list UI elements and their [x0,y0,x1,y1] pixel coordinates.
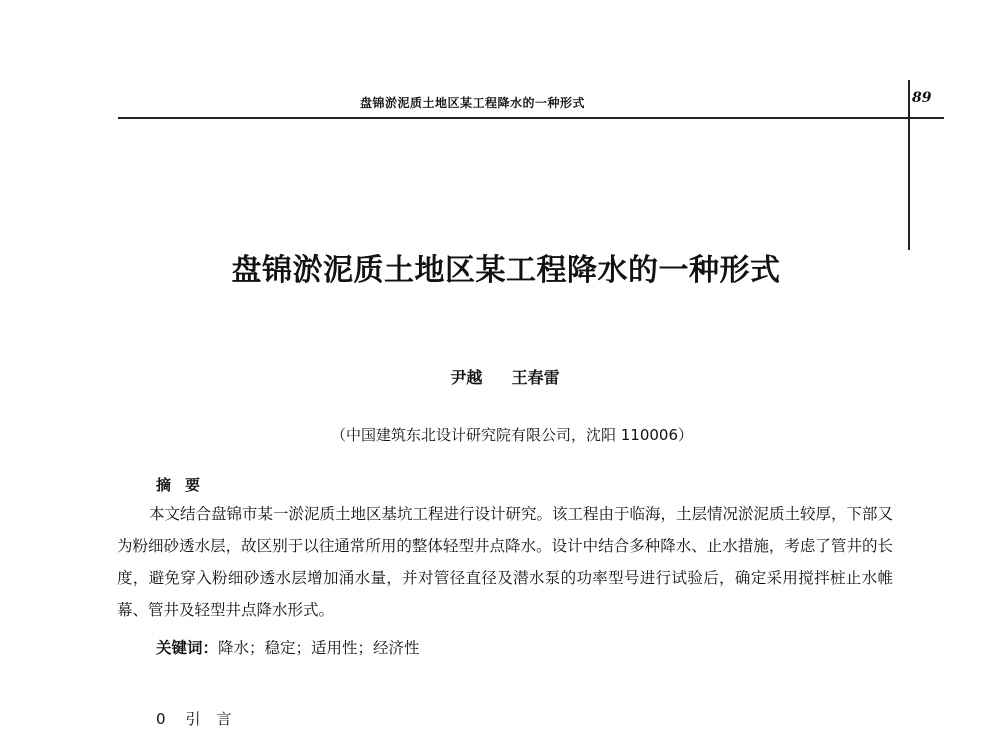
author-list [0,365,1000,388]
author-name: 尹越 [450,368,483,387]
page-number: 89 [912,90,932,106]
abstract-body: 本文结合盘锦市某一淤泥质土地区基坑工程进行设计研究。该工程由于临海，土层情况淤泥质土较厚，下部又为粉细砂透水层，故区别于以往通常所用的整体轻型井点降水。设计中结合多种降水、止水措施，考虑了管井的长度，避免穿入粉细砂透水层增加涌水量，并对管径直径及潜水泵的功率型号进行试验后，确定采用搅拌桩止水帷幕、管井及轻型井点降水形式。 [117,505,894,619]
header-vertical-rule [908,80,910,250]
keywords-label: 关键词： [156,639,219,657]
author-name: 王春雷 [511,368,560,387]
keywords-line [156,636,420,658]
paper-title: 盘锦淤泥质土地区某工程降水的一种形式 [231,253,781,288]
running-header-title: 盘锦淤泥质土地区某工程降水的一种形式 [360,96,586,110]
section-heading [156,708,248,729]
author-affiliation: （中国建筑东北设计研究院有限公司，沈阳 110006） [330,426,694,444]
header-rule [118,117,944,119]
section-title: 引言 [185,710,248,728]
abstract-heading: 摘要 [156,476,215,494]
section-number: 0 [156,710,166,728]
keywords-text: 降水；稳定；适用性；经济性 [218,639,420,657]
